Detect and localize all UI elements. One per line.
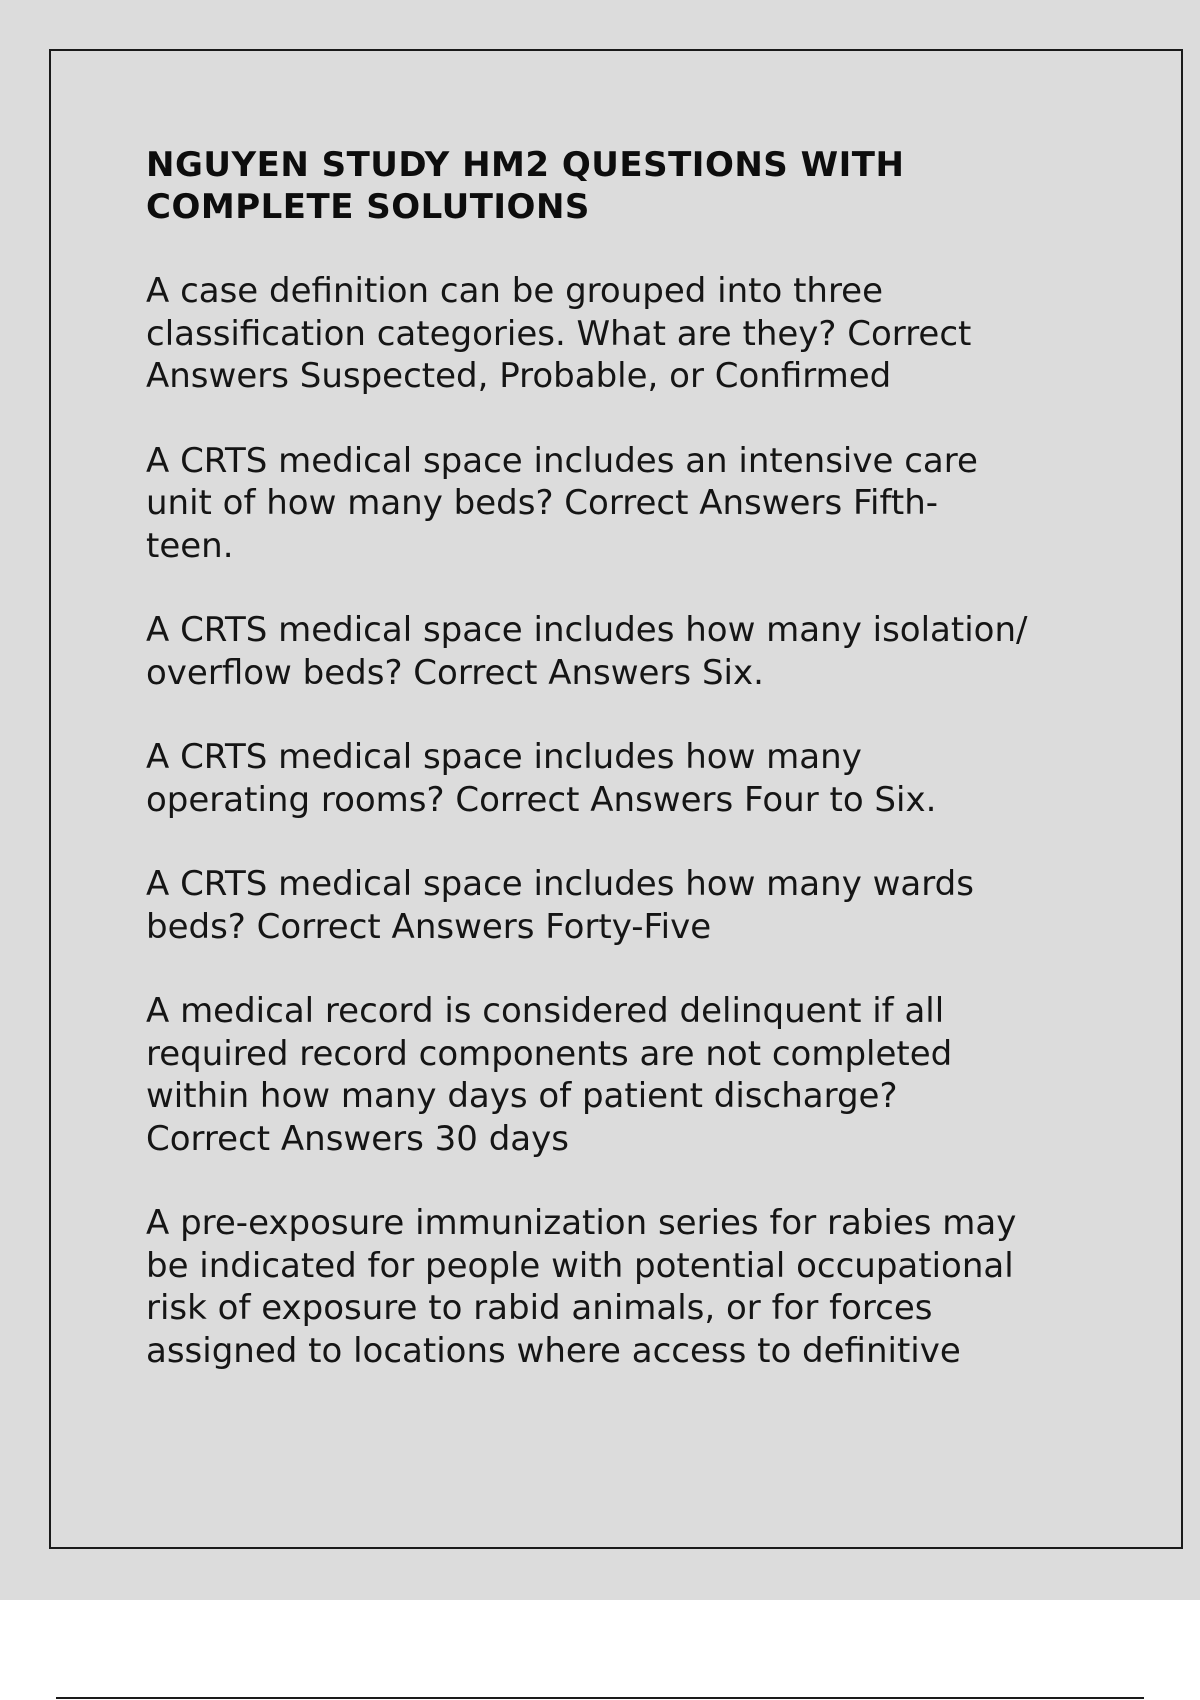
document-title: NGUYEN STUDY HM2 QUESTIONS WITH COMPLETE SOLUTIONS [146,145,905,227]
qa-entry: A CRTS medical space includes how many isolation/ overflow beds? Correct Answers Six. [146,610,1028,693]
qa-entry: A CRTS medical space includes an intensive care unit of how many beds? Correct Answers Fifth- teen. [146,440,978,566]
qa-entry: A pre-exposure immunization series for rabies may be indicated for people with potential occupational risk of exposure to rabid animals, or for forces assigned to locations where access to definitive [146,1203,1017,1371]
qa-entry: A medical record is considered delinquent if all required record components are not completed within how many days of patient discharge? Correct Answers 30 days [146,991,953,1159]
qa-entry: A case definition can be grouped into three classification categories. What are they? Correct Answers Suspected, Probable, or Confirmed [146,271,972,396]
footer-rule [56,1697,1144,1699]
document-content [146,144,1106,1414]
qa-entry: A CRTS medical space includes how many operating rooms? Correct Answers Four to Six. [146,737,937,820]
qa-entry: A CRTS medical space includes how many wards beds? Correct Answers Forty-Five [146,864,974,947]
